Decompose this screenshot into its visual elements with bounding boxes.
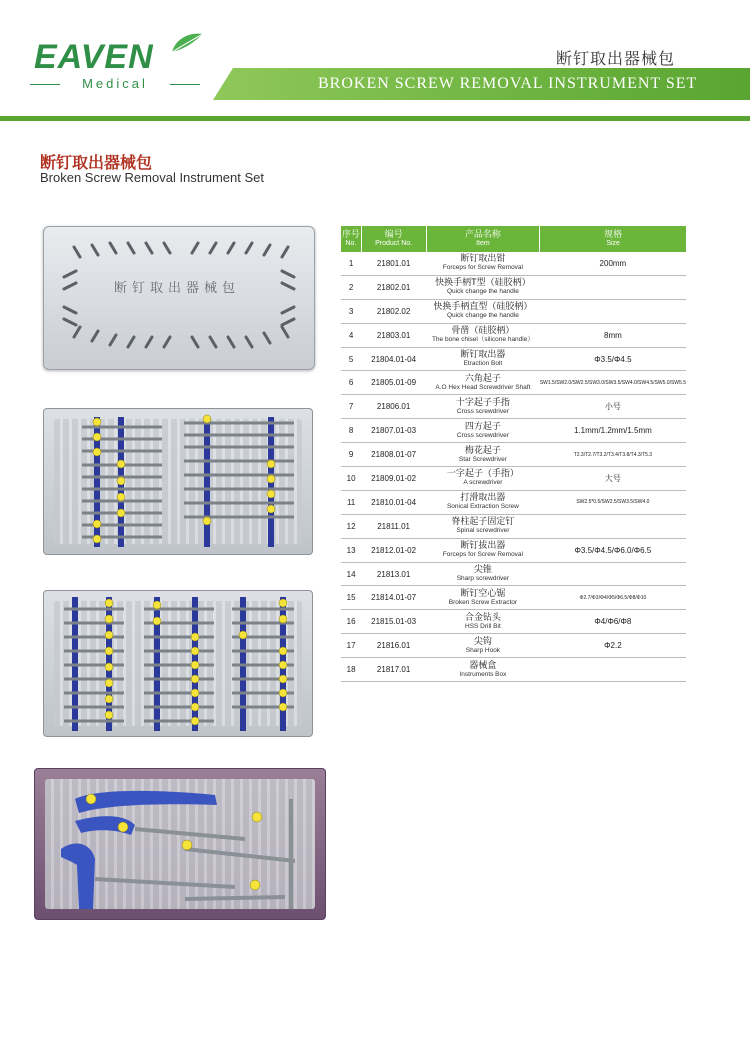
table-row (341, 299, 686, 323)
cell-item (426, 443, 540, 467)
tray-4-instruments (35, 769, 325, 919)
item-name-en: Forceps for Screw Removal (442, 264, 523, 272)
cell-product-no: 21802.02 (361, 299, 426, 323)
item-name-cn: 断钉拔出器 (460, 540, 506, 551)
lid-slots (44, 227, 314, 369)
item-name-cn: 六角起子 (464, 372, 501, 383)
table-row (341, 443, 686, 467)
item-name-en: The bone chisel（silicone handle） (431, 336, 534, 344)
item-name-en: Quick change the handle (446, 312, 519, 320)
cell-product-no: 21809.01-02 (361, 467, 426, 491)
size-value: SW1.5/SW2.0/SW2.5/SW3.0/SW3.5/SW4.0/SW4.5/SW5.0/SW5.5 (539, 379, 686, 386)
size-value: 小号 (604, 402, 621, 412)
cell-product-no: 21811.01 (361, 514, 426, 538)
table-row (341, 658, 686, 682)
item-name-cn: 尖锥 (473, 564, 492, 575)
cell-item (426, 275, 540, 299)
cell-product-no: 21807.01-03 (361, 419, 426, 443)
leaf-icon (170, 32, 204, 54)
cell-product-no: 21808.01-07 (361, 443, 426, 467)
tray-3-image (43, 590, 313, 737)
item-name-cn: 梅花起子 (464, 444, 501, 455)
tray-2-instruments (44, 409, 312, 554)
size-value: Φ2.7/Φ3/Φ4/Φ5/Φ6.5/Φ8/Φ10 (579, 594, 647, 601)
brand-subtitle: Medical (30, 76, 200, 91)
item-name-en: Quick change the handle (446, 288, 519, 296)
header-title-cn: 断钉取出器械包 (556, 51, 676, 68)
cell-size (540, 514, 686, 538)
cell-item (426, 419, 540, 443)
item-name-cn: 断钉空心锯 (460, 587, 506, 598)
cell-product-no: 21810.01-04 (361, 490, 426, 514)
table-row (341, 538, 686, 562)
cell-size (540, 347, 686, 371)
cell-size (540, 323, 686, 347)
cell-item (426, 347, 540, 371)
table-row (341, 419, 686, 443)
item-name-cn: 器械盒 (469, 659, 497, 670)
cell-product-no: 21802.01 (361, 275, 426, 299)
header-divider (0, 116, 750, 121)
table-row (341, 395, 686, 419)
cell-size (540, 634, 686, 658)
cell-size (540, 490, 686, 514)
item-name-cn: 脊柱起子固定钉 (451, 516, 515, 527)
size-value: Φ3.5/Φ4.5/Φ6.0/Φ6.5 (574, 545, 652, 555)
table-row (341, 323, 686, 347)
item-name-cn: 四方起子 (464, 420, 501, 431)
item-name-cn: 断钉取出钳 (460, 253, 506, 264)
cell-size (540, 467, 686, 491)
cell-size (540, 658, 686, 682)
table-row (341, 562, 686, 586)
table-row (341, 586, 686, 610)
item-name-en: A.O Hex Head Screwdriver Shaft (435, 383, 531, 391)
cell-no: 10 (341, 467, 361, 491)
cell-item (426, 299, 540, 323)
cell-size (540, 562, 686, 586)
item-name-en: Sharp Hook (465, 646, 501, 654)
cell-product-no: 21813.01 (361, 562, 426, 586)
item-name-en: Cross screwdriver (456, 431, 509, 439)
cell-item (426, 586, 540, 610)
header-product-no: 编号 Product No. (361, 226, 426, 252)
spec-table (341, 226, 686, 682)
cell-product-no: 21806.01 (361, 395, 426, 419)
item-name-en: HSS Drill Bit (465, 622, 501, 630)
cell-item (426, 538, 540, 562)
table-row (341, 467, 686, 491)
cell-no: 14 (341, 562, 361, 586)
cell-size (540, 443, 686, 467)
cell-item (426, 634, 540, 658)
table-row (341, 490, 686, 514)
cell-item (426, 323, 540, 347)
item-name-en: Forceps for Screw Removal (442, 551, 523, 559)
cell-product-no: 21803.01 (361, 323, 426, 347)
lid-engraving: 断钉取出器械包 (114, 280, 241, 295)
cell-no: 3 (341, 299, 361, 323)
item-name-en: Broken Screw Extractor (448, 598, 518, 606)
table-row (341, 634, 686, 658)
cell-item (426, 252, 540, 275)
cell-product-no: 21804.01-04 (361, 347, 426, 371)
cell-item (426, 395, 540, 419)
item-name-cn: 一字起子（手指） (446, 468, 519, 479)
cell-no: 4 (341, 323, 361, 347)
table-row (341, 514, 686, 538)
cell-product-no: 21815.01-03 (361, 610, 426, 634)
cell-product-no: 21817.01 (361, 658, 426, 682)
item-name-cn: 打滑取出器 (460, 492, 506, 503)
cell-item (426, 610, 540, 634)
header-item: 产品名称 Item (426, 226, 540, 252)
cell-product-no: 21816.01 (361, 634, 426, 658)
size-value: SW2.5*0.5/SW2.5/SW3.5/SW4.0 (576, 499, 650, 506)
item-name-en: A screwdriver (463, 479, 503, 487)
item-name-en: Sonical Extraction Screw (446, 503, 519, 511)
item-name-en: Instruments Box (459, 670, 507, 678)
cell-no: 13 (341, 538, 361, 562)
section-title-en: Broken Screw Removal Instrument Set (40, 170, 264, 185)
cell-no: 1 (341, 252, 361, 275)
cell-size (540, 395, 686, 419)
cell-size (540, 538, 686, 562)
cell-no: 16 (341, 610, 361, 634)
cell-item (426, 371, 540, 395)
section-title-cn: 断钉取出器械包 (40, 155, 153, 172)
size-value: 200mm (599, 258, 627, 268)
cell-item (426, 490, 540, 514)
cell-size (540, 299, 686, 323)
item-name-cn: 骨凿（硅胶柄） (451, 325, 515, 336)
tray-lid-image (43, 226, 315, 370)
item-name-cn: 快换手柄T型（硅胶柄） (435, 277, 531, 288)
item-name-cn: 断钉取出器 (460, 349, 506, 359)
size-value: 1.1mm/1.2mm/1.5mm (574, 426, 652, 436)
item-name-cn: 尖钩 (473, 635, 492, 646)
cell-product-no: 21814.01-07 (361, 586, 426, 610)
cell-no: 9 (341, 443, 361, 467)
cell-no: 2 (341, 275, 361, 299)
spec-table-header (341, 226, 686, 252)
cell-no: 5 (341, 347, 361, 371)
eaven-logo (30, 38, 220, 96)
cell-no: 7 (341, 395, 361, 419)
cell-product-no: 21812.01-02 (361, 538, 426, 562)
header-title-en: BROKEN SCREW REMOVAL INSTRUMENT SET (318, 75, 698, 92)
item-name-en: Cross screwdriver (456, 407, 509, 415)
size-value: 大号 (604, 473, 621, 483)
table-row (341, 610, 686, 634)
cell-size (540, 371, 686, 395)
cell-product-no: 21801.01 (361, 252, 426, 275)
cell-size (540, 610, 686, 634)
item-name-cn: 合金钻头 (464, 611, 501, 622)
size-value: T2.3/T2.7/T3.2/T3.4/T3.8/T4.3/T5.3 (573, 451, 653, 458)
tray-4-image (34, 768, 326, 920)
table-row (341, 371, 686, 395)
cell-item (426, 514, 540, 538)
cell-no: 6 (341, 371, 361, 395)
size-value: Φ4/Φ6/Φ8 (594, 617, 632, 627)
item-name-cn: 十字起子手指 (455, 396, 510, 407)
cell-item (426, 562, 540, 586)
cell-no: 11 (341, 490, 361, 514)
table-row (341, 275, 686, 299)
item-name-en: Spinal screwdriver (456, 527, 510, 535)
size-value: 8mm (604, 330, 622, 340)
item-name-en: Star Screwdriver (458, 455, 507, 463)
size-value: Φ2.2 (604, 641, 622, 651)
header-size: 规格 Size (540, 226, 686, 252)
tray-3-instruments (44, 591, 312, 736)
cell-no: 17 (341, 634, 361, 658)
table-row (341, 252, 686, 275)
cell-no: 15 (341, 586, 361, 610)
cell-size (540, 419, 686, 443)
cell-size (540, 586, 686, 610)
header-no: 序号 No. (341, 226, 361, 252)
cell-no: 18 (341, 658, 361, 682)
item-name-cn: 快换手柄直型（硅胶柄） (433, 301, 533, 312)
brand-wordmark: EAVEN (34, 38, 154, 76)
cell-item (426, 467, 540, 491)
table-row (341, 347, 686, 371)
item-name-en: Etraction Bolt (463, 360, 503, 367)
cell-no: 8 (341, 419, 361, 443)
cell-item (426, 658, 540, 682)
cell-size (540, 252, 686, 275)
cell-product-no: 21805.01-09 (361, 371, 426, 395)
cell-no: 12 (341, 514, 361, 538)
cell-size (540, 275, 686, 299)
size-value: Φ3.5/Φ4.5 (594, 354, 632, 364)
item-name-en: Sharp screwdriver (456, 575, 510, 583)
tray-2-image (43, 408, 313, 555)
